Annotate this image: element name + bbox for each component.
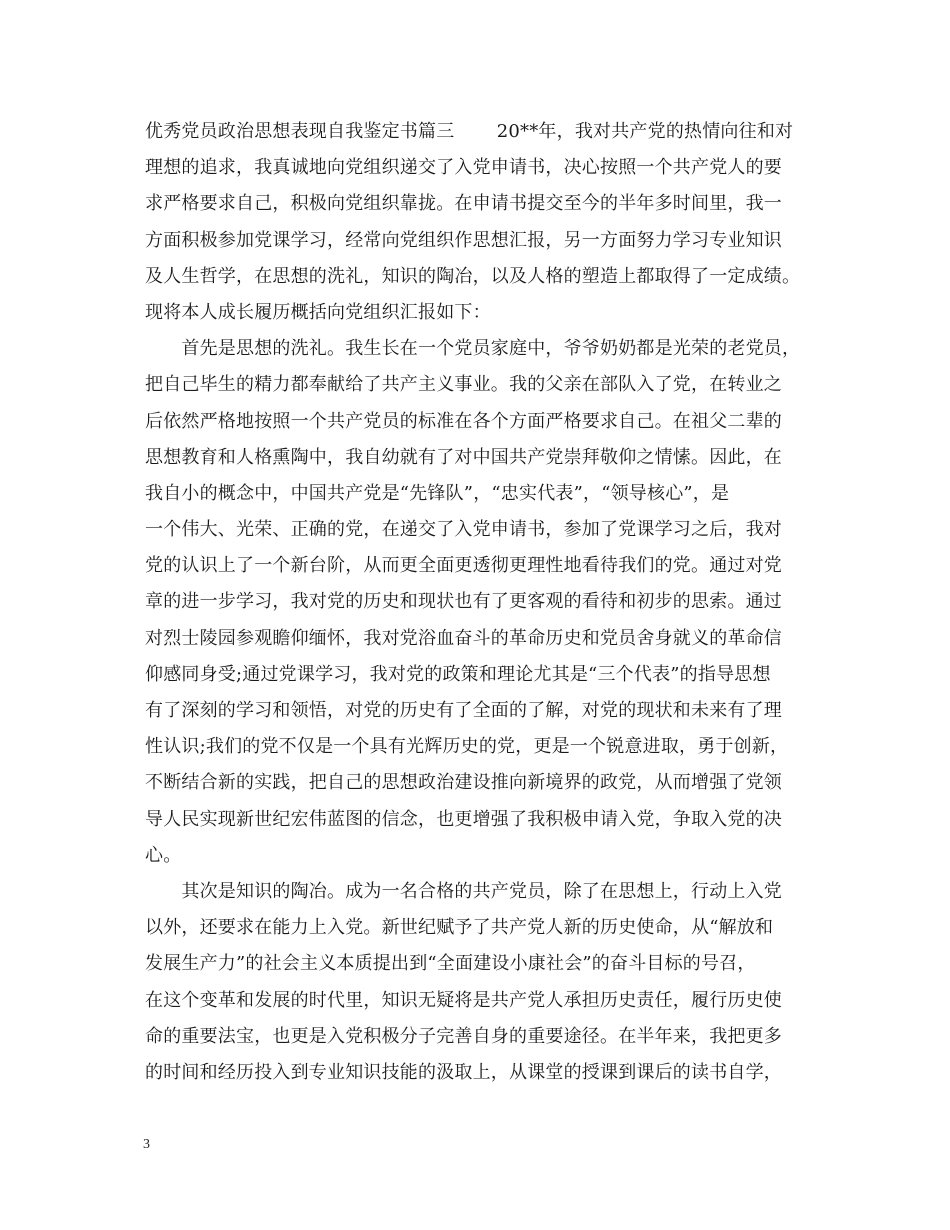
body-line: 求严格要求自己，积极向党组织靠拢。在申请书提交至今的半年多时间里，我一 xyxy=(145,193,782,215)
body-line: 把自己毕生的精力都奉献给了共产主义事业。我的父亲在部队入了党，在转业之 xyxy=(145,374,782,396)
body-line: 其次是知识的陶冶。成为一名合格的共产党员，除了在思想上，行动上入党 xyxy=(145,880,782,902)
body-line: 方面积极参加党课学习，经常向党组织作思想汇报，另一方面努力学习专业知识 xyxy=(145,229,782,251)
document-body xyxy=(145,114,825,1091)
body-line: 命的重要法宝，也更是入党积极分子完善自身的重要途径。在半年来，我把更多 xyxy=(145,1025,782,1047)
body-line: 首先是思想的洗礼。我生长在一个党员家庭中，爷爷奶奶都是光荣的老党员， xyxy=(145,338,801,360)
body-line: 在这个变革和发展的时代里，知识无疑将是共产党人承担历史责任，履行历史使 xyxy=(145,989,782,1011)
body-line: 对烈士陵园参观瞻仰缅怀，我对党浴血奋斗的革命历史和党员舍身就义的革命信 xyxy=(145,627,782,649)
body-line: 以外，还要求在能力上入党。新世纪赋予了共产党人新的历史使命，从“解放和 xyxy=(145,917,774,939)
body-line: 思想教育和人格熏陶中，我自幼就有了对中国共产党崇拜敬仰之情愫。因此，在 xyxy=(145,446,782,468)
body-line: 不断结合新的实践，把自己的思想政治建设推向新境界的政党，从而增强了党领 xyxy=(145,772,782,794)
page-number: 3 xyxy=(143,1137,150,1152)
body-line: 党的认识上了一个新台阶，从而更全面更透彻更理性地看待我们的党。通过对党 xyxy=(145,555,782,577)
body-line: 及人生哲学，在思想的洗礼，知识的陶冶，以及人格的塑造上都取得了一定成绩。 xyxy=(145,265,801,287)
body-line: 后依然严格地按照一个共产党员的标准在各个方面严格要求自己。在祖父二辈的 xyxy=(145,410,782,432)
body-line: 的时间和经历投入到专业知识技能的汲取上，从课堂的授课到课后的读书自学， xyxy=(145,1061,782,1083)
body-line: 仰感同身受;通过党课学习，我对党的政策和理论尤其是“三个代表”的指导思想 xyxy=(145,663,771,685)
body-line: 章的进一步学习，我对党的历史和现状也有了更客观的看待和初步的思索。通过 xyxy=(145,591,782,613)
body-line: 我自小的概念中，中国共产党是“先锋队”，“忠实代表”，“领导核心”，是 xyxy=(145,482,730,504)
body-line: 一个伟大、光荣、正确的党，在递交了入党申请书，参加了党课学习之后，我对 xyxy=(145,519,782,541)
body-line: 有了深刻的学习和领悟，对党的历史有了全面的了解，对党的现状和未来有了理 xyxy=(145,700,782,721)
body-line: 心。 xyxy=(145,844,182,866)
body-line: 现将本人成长履历概括向党组织汇报如下： xyxy=(145,301,491,323)
body-line: 优秀党员政治思想表现自我鉴定书篇三 20**年，我对共产党的热情向往和对 xyxy=(145,121,794,142)
body-line: 理想的追求，我真诚地向党组织递交了入党申请书，决心按照一个共产党人的要 xyxy=(145,157,782,179)
body-line: 性认识;我们的党不仅是一个具有光辉历史的党，更是一个锐意进取，勇于创新， xyxy=(145,736,789,758)
body-line: 发展生产力”的社会主义本质提出到“全面建设小康社会”的奋斗目标的号召， xyxy=(145,953,756,975)
body-line: 导人民实现新世纪宏伟蓝图的信念，也更增强了我积极申请入党，争取入党的决 xyxy=(145,808,782,830)
